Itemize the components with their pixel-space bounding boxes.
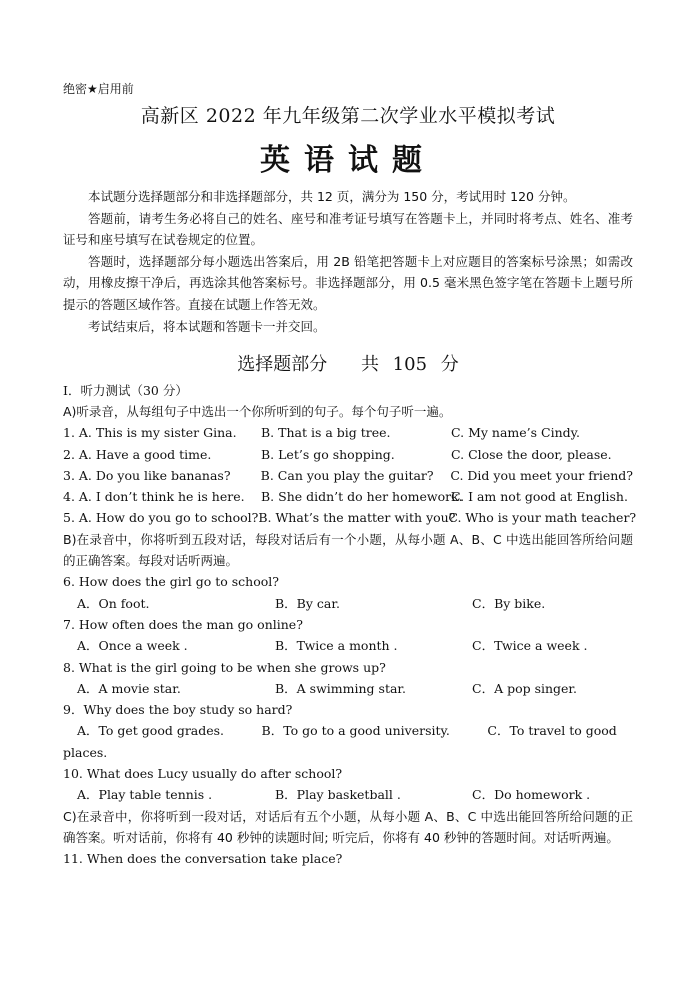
options-line: A．To get good grades. B．To go to a good university. C．To travel to good (77, 723, 617, 739)
question: 7. How often does the man go online? (63, 616, 303, 632)
option: B．By car. (275, 595, 340, 611)
question: 6. How does the girl go to school? (63, 574, 279, 590)
instruction-paragraph: 答题时，选择题部分每小题选出答案后，用 2B 铅笔把答题卡上对应题目的答案标号涂黑；如需改动，用橡皮擦干净后，再选涂其他答案标号。非选择题部分，用 0.5 毫米黑色签字笔在答题卡上题号所提示的答题区域作答。直接在试题上作答无效。 (63, 253, 633, 312)
option: C．Twice a week . (472, 638, 588, 654)
list-item (63, 507, 637, 528)
instructions (63, 186, 633, 337)
instruction-c: C)在录音中，你将听到一段对话，对话后有五个小题，从每小题 A、B、C 中选出能回答所给问题的正确答案。听对话前，你将有 40 秒钟的读题时间; 听完后，你将有 40 秒钟的答题时间。对话听两遍。 (63, 808, 633, 845)
option: 4. A. I don’t think he is here. (63, 489, 245, 505)
option: A．On foot. (77, 595, 150, 611)
list-item (63, 422, 633, 443)
subject-title: 英语试题 (260, 143, 436, 178)
option: B. That is a big tree. (261, 425, 391, 441)
option: C．A pop singer. (472, 680, 578, 696)
list-item (63, 486, 633, 507)
option: C．By bike. (472, 595, 546, 611)
section-score: 共 105 分 (360, 354, 459, 375)
option: A．Once a week . (77, 638, 188, 654)
part-label: I．听力测试（30 分） (63, 383, 188, 398)
options-row (63, 678, 633, 699)
option: B. Let’s go shopping. (261, 446, 395, 462)
option: C. I am not good at English. (451, 489, 628, 505)
instruction-paragraph: 答题前，请考生务必将自己的姓名、座号和准考证号填写在答题卡上，并同时将考点、姓名、准考证号和座号填写在试卷规定的位置。 (63, 210, 633, 248)
question: 11. When does the conversation take place? (63, 851, 343, 867)
option: 3. A. Do you like bananas? (63, 467, 231, 483)
instruction-a: A)听录音，从每组句子中选出一个你所听到的句子。每个句子听一遍。 (63, 404, 452, 419)
confidential-label: 绝密★启用前 (63, 82, 134, 96)
option: A．Play table tennis . (77, 787, 213, 803)
section-heading (0, 350, 696, 376)
listening-section (63, 401, 637, 870)
question: 10. What does Lucy usually do after school? (63, 766, 343, 782)
option: C．Do homework . (472, 787, 591, 803)
option: C. My name’s Cindy. (451, 425, 581, 441)
list-item (63, 444, 633, 465)
option: B．Twice a month . (275, 638, 398, 654)
instruction-paragraph: 本试题分选择题部分和非选择题部分，共 12 页，满分为 150 分，考试用时 120 分钟。 (88, 189, 576, 204)
option: C. Who is your math teacher? (448, 510, 637, 526)
option: B．A swimming star. (275, 680, 406, 696)
option: B. She didn’t do her homework. (261, 489, 463, 505)
options-row (63, 635, 633, 656)
exam-title: 高新区 2022 年九年级第二次学业水平模拟考试 (140, 105, 556, 127)
question: 9．Why does the boy study so hard? (63, 702, 293, 718)
question: 8. What is the girl going to be when she grows up? (63, 659, 386, 675)
instruction-paragraph: 考试结束后，将本试题和答题卡一并交回。 (88, 318, 326, 334)
option: 2. A. Have a good time. (63, 446, 212, 462)
option: 5. A. How do you go to school? (63, 510, 259, 526)
option: A．A movie star. (77, 680, 181, 696)
list-item (63, 465, 633, 486)
options-row (63, 784, 633, 805)
option: B．Play basketball . (275, 787, 401, 803)
option: B. What’s the matter with you? (258, 510, 456, 526)
options-row (63, 593, 633, 614)
option: C. Close the door, please. (451, 446, 612, 462)
instruction-b: B)在录音中，你将听到五段对话，每段对话后有一个小题，从每小题 A、B、C 中选出能回答所给问题的正确答案。每段对话听两遍。 (63, 531, 633, 569)
options-line-continued: places. (63, 744, 108, 760)
option: 1. A. This is my sister Gina. (63, 425, 237, 441)
option: C. Did you meet your friend? (450, 467, 633, 483)
section-name: 选择题部分 (237, 354, 328, 375)
option: B. Can you play the guitar? (260, 467, 434, 483)
